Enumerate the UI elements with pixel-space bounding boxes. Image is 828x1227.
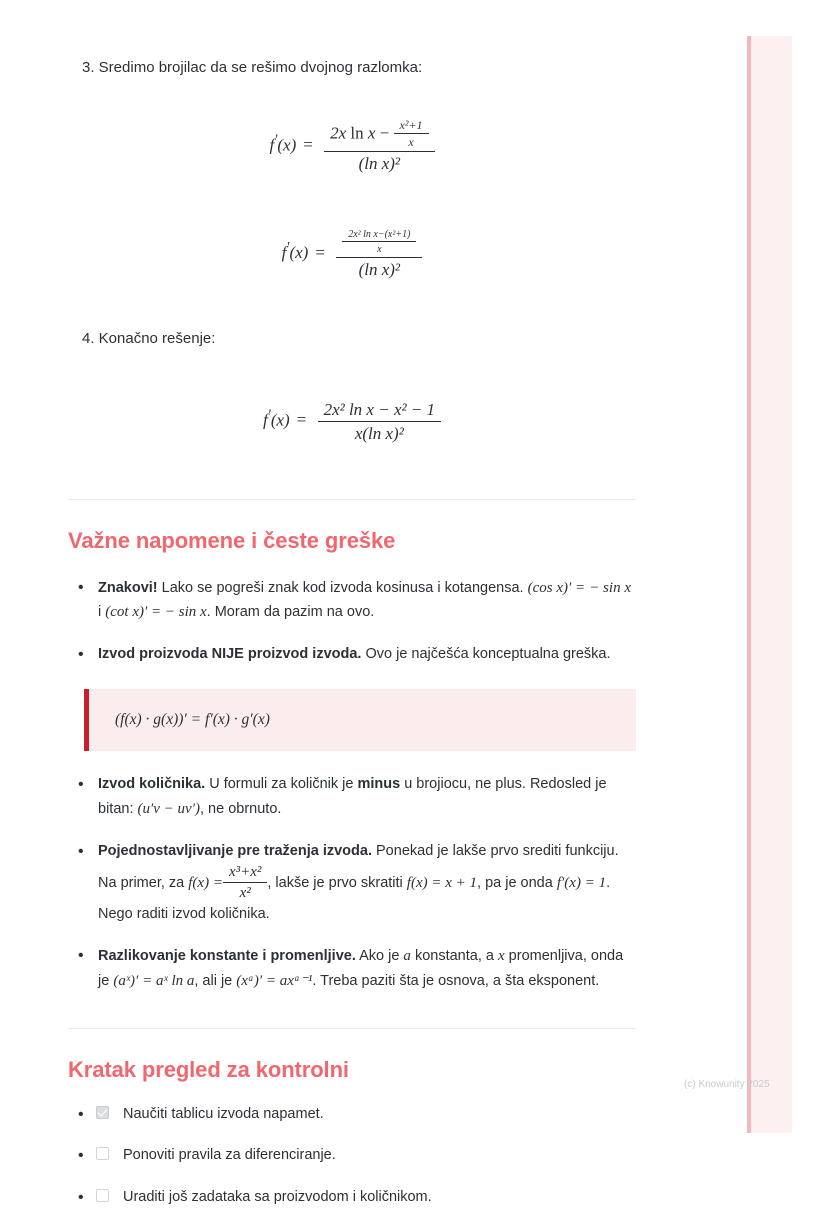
note-razlikovanje-text-5: . Treba paziti šta je osnova, a šta eksponent. [312, 973, 600, 990]
note-znakovi-text-3: . Moram da pazim na ovo. [206, 604, 375, 621]
formula-1-sub-num: x²+1 [399, 117, 423, 132]
formula-2-numerator [336, 229, 422, 257]
note-znakovi-title: Znakovi! [98, 579, 158, 596]
formula-1-denominator [353, 152, 406, 174]
formula-step-3 [68, 117, 636, 175]
note-izvod-kolicnika-text-1: U formuli za količnik je [205, 776, 358, 793]
note-izvod-kolicnika-math: (u′v − uv′) [137, 801, 200, 818]
notes-list-continued [68, 773, 636, 994]
section-divider-2 [68, 1028, 636, 1029]
formula-1-den-text: (ln x)² [358, 154, 401, 174]
note-razlikovanje-math-4: (xᵃ)′ = axᵃ⁻¹ [236, 973, 313, 990]
note-item-pojednostavljivanje [68, 840, 636, 926]
formula-3-lhs: f [262, 410, 268, 430]
checkbox-nauciti-tablicu[interactable] [96, 1106, 109, 1119]
decorative-pink-panel [747, 36, 792, 1133]
note-item-izvod-proizvoda [68, 643, 636, 667]
checklist-item-label: Uraditi još zadataka sa proizvodom i količnikom. [123, 1188, 432, 1205]
formula-1-fraction [324, 119, 434, 174]
formula-1-num-x: x [367, 123, 376, 143]
note-pojednostavljivanje-title: Pojednostavljivanje pre traženja izvoda. [98, 843, 372, 860]
note-znakovi-text-2: i [98, 604, 106, 621]
checkbox-uraditi-zadatke[interactable] [96, 1189, 109, 1202]
formula-1-numerator [324, 119, 434, 152]
note-razlikovanje-text-2: konstanta, a [410, 948, 498, 965]
callout-formula: (f(x) · g(x))′ = f′(x) · g′(x) [115, 711, 270, 729]
formula-3-equals: = [296, 410, 307, 430]
formula-1-num-a: 2x [330, 123, 347, 143]
checklist-item-label: Ponoviti pravila za diferenciranje. [123, 1147, 336, 1164]
note-pojednostavljivanje-frac-num: x³+x² [228, 864, 262, 881]
note-razlikovanje-math-1: a [403, 948, 411, 965]
checklist-item [68, 1103, 636, 1126]
note-pojednostavljivanje-frac-den: x² [239, 885, 251, 902]
step-3-label: 3. Sredimo brojilac da se rešimo dvojnog razlomka: [82, 59, 423, 76]
formula-1-subfraction [394, 119, 429, 151]
checklist-item [68, 1186, 636, 1209]
formula-3-prime: ′ [267, 406, 271, 423]
note-razlikovanje-math-2: x [497, 948, 505, 965]
note-razlikovanje-title: Razlikovanje konstante i promenljive. [98, 948, 356, 965]
step-4-label: 4. Konačno rešenje: [82, 330, 216, 348]
formula-1-sub-den: x [408, 135, 414, 150]
checklist [68, 1103, 636, 1209]
note-razlikovanje-text-1: Ako je [355, 948, 404, 965]
formula-2-subfraction [342, 229, 416, 256]
note-pojednostavljivanje-text-2: , lakše je prvo skratiti [267, 875, 407, 892]
section-divider-1 [68, 499, 636, 500]
note-pojednostavljivanje-text-4: . Nego raditi izvod količnika. [98, 875, 611, 922]
note-izvod-kolicnika-text-3: , ne obrnuto. [200, 801, 282, 818]
note-razlikovanje-text-3: promenljiva, onda je [98, 948, 624, 990]
note-item-izvod-kolicnika [68, 773, 636, 822]
checkbox-ponoviti-pravila[interactable] [96, 1147, 109, 1160]
formula-2-prime: ′ [286, 239, 290, 256]
note-izvod-kolicnika-bold-2: minus [357, 776, 401, 793]
checklist-item-label: Naučiti tablicu izvoda napamet. [123, 1106, 324, 1123]
note-znakovi-math-1: (cos x)′ = [527, 579, 586, 596]
note-znakovi-math-3: (cot x)′ = − sin x [105, 604, 207, 621]
formula-2-sub-den: x [377, 244, 382, 256]
formula-2-fraction [336, 229, 422, 280]
note-znakovi-text-1: Lako se pogreši znak kod izvoda kosinusa i kotangensa. [157, 579, 528, 596]
note-pojednostavljivanje-text-3: , pa je onda [477, 875, 557, 892]
formula-1-num-ln: ln [350, 123, 364, 143]
note-izvod-kolicnika-text-2: u brojiocu, ne plus. Redosled je bitan: [98, 776, 607, 818]
note-znakovi-math-2: − sin x [589, 579, 631, 596]
note-izvod-kolicnika-title: Izvod količnika. [98, 776, 206, 793]
note-izvod-proizvoda-title: Izvod proizvoda NIJE proizvod izvoda. [98, 646, 362, 663]
formula-3-denominator: x(ln x)² [354, 423, 404, 443]
note-item-znakovi [68, 576, 636, 626]
formula-2-equals: = [315, 243, 325, 263]
formula-2-sub-num: 2x² ln x−(x²+1) [348, 228, 411, 240]
note-razlikovanje-math-3: (aˣ)′ = aˣ ln a [113, 973, 195, 990]
formula-2-denominator: (ln x)² [358, 259, 401, 279]
formula-step-3b [68, 225, 636, 283]
formula-1-lhs: f [269, 135, 275, 155]
formula-3-numerator: 2x² ln x − x² − 1 [323, 399, 436, 419]
notes-list [68, 576, 636, 668]
note-pojednostavljivanje-text-1: Ponekad je lakše prvo srediti funkciju. Na primer, za [98, 843, 619, 892]
formula-2-lhs: f [281, 243, 287, 263]
note-razlikovanje-text-4: , ali je [194, 973, 237, 990]
formula-2-arg: (x) [289, 243, 309, 263]
formula-1-num-minus: − [379, 123, 390, 143]
formula-1-arg: (x) [277, 135, 297, 155]
note-pojednostavljivanje-math-2: f(x) = x + 1 [406, 875, 478, 892]
formula-3-arg: (x) [270, 410, 290, 430]
note-item-razlikovanje [68, 944, 636, 994]
section-heading-vazne-napomene: Važne napomene i česte greške [68, 527, 396, 553]
formula-step-4 [68, 393, 636, 451]
formula-1-equals: = [303, 135, 313, 155]
note-pojednostavljivanje-math-1: f(x) = [188, 875, 223, 892]
note-izvod-proizvoda-text: Ovo je najčešća konceptualna greška. [361, 646, 611, 663]
formula-1-prime: ′ [274, 131, 278, 148]
formula-3-fraction [318, 400, 442, 443]
footer-copyright: (c) Knowunity 2025 [684, 1079, 770, 1090]
checklist-item [68, 1144, 636, 1167]
section-heading-kratak-pregled: Kratak pregled za kontrolni [68, 1057, 349, 1083]
note-pojednostavljivanje-fraction [223, 864, 267, 903]
callout-product-rule-wrong [84, 689, 636, 751]
note-pojednostavljivanje-math-3: f′(x) = 1 [556, 875, 607, 892]
